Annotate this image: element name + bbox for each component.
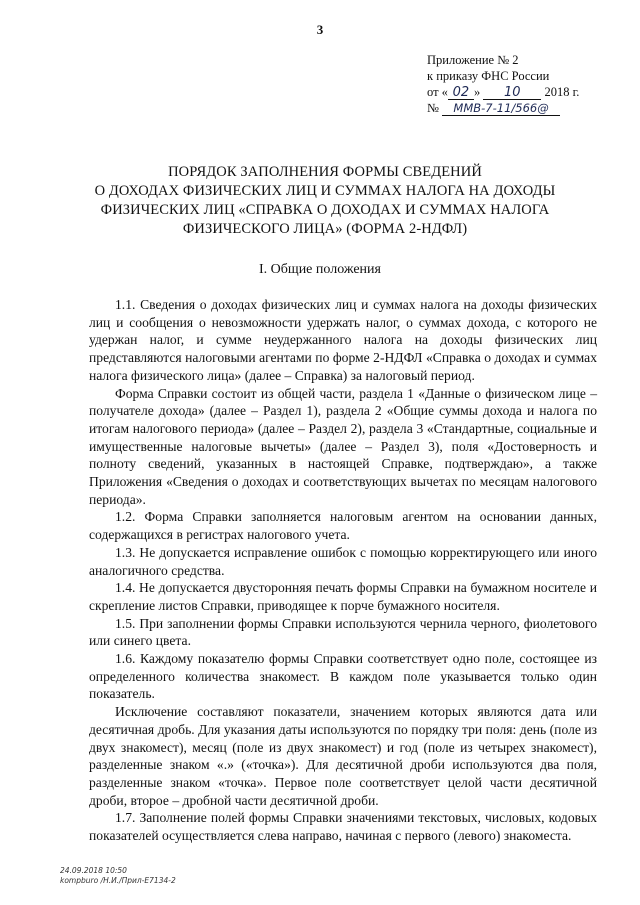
title-line: О ДОХОДАХ ФИЗИЧЕСКИХ ЛИЦ И СУММАХ НАЛОГА НА ДОХОДЫ — [94, 183, 556, 199]
title-line: ПОРЯДОК ЗАПОЛНЕНИЯ ФОРМЫ СВЕДЕНИЙ — [168, 164, 482, 180]
appendix-block — [427, 52, 627, 116]
paragraph: 1.3. Не допускается исправление ошибок с помощью корректирующего или иного аналогичного средства. — [89, 544, 597, 578]
page-number: 3 — [316, 22, 324, 37]
appendix-date-line — [427, 84, 627, 100]
handwritten-order-number: ММВ-7-11/566@ — [442, 102, 560, 116]
date-year: 2018 г. — [544, 85, 580, 99]
print-footer — [60, 866, 176, 886]
paragraph: Исключение составляют показатели, значением которых являются дата или десятичная дробь. Для указания даты используются по порядку три поля: день (поле из двух знакомест), месяц (поле из двух знакомест) и год (поле из четырех знакомест), разделенные знаком «.» («точка»). Для десятичной дроби используются два поля, разделенные знаком «точка». Первое поле соответствует целой части десятичной дроби, второе – дробной части десятичной дроби. — [89, 704, 597, 808]
title-line: ФИЗИЧЕСКОГО ЛИЦА» (ФОРМА 2-НДФЛ) — [182, 221, 468, 237]
document-title — [60, 163, 590, 239]
footer-file-ref: kompburo /Н.И./Прил-Е7134-2 — [60, 876, 176, 885]
paragraph: 1.6. Каждому показателю формы Справки соответствует одно поле, состоящее из определенного количества знакомест. В каждом поле указывается только один показатель. — [89, 651, 597, 702]
paragraph: 1.4. Не допускается двусторонняя печать формы Справки на бумажном носителе и скрепление листов Справки, приводящее к порче бумажного носителя. — [89, 580, 597, 613]
date-prefix: от « — [427, 85, 448, 99]
paragraph: 1.5. При заполнении формы Справки используются чернила черного, фиолетового или синего цвета. — [89, 615, 597, 649]
appendix-order-ref: к приказу ФНС России — [427, 69, 550, 83]
paragraph: 1.7. Заполнение полей формы Справки значениями текстовых, числовых, кодовых показателей осуществляется слева направо, начиная с первого (левого) знакоместа. — [89, 810, 597, 844]
appendix-title: Приложение № 2 — [427, 53, 519, 67]
handwritten-day: 02 — [448, 86, 474, 100]
document-body — [89, 296, 597, 845]
footer-timestamp: 24.09.2018 10:50 — [60, 866, 127, 875]
appendix-number-line — [427, 100, 627, 116]
paragraph: 1.2. Форма Справки заполняется налоговым агентом на основании данных, содержащихся в регистрах налогового учета. — [89, 509, 597, 543]
date-mid: » — [473, 85, 481, 99]
number-prefix: № — [427, 101, 439, 115]
title-line: ФИЗИЧЕСКИХ ЛИЦ «СПРАВКА О ДОХОДАХ И СУММАХ НАЛОГА — [100, 202, 550, 218]
paragraph: 1.1. Сведения о доходах физических лиц и суммах налога на доходы физических лиц и сообщения о невозможности удержать налог, о суммах дохода, с которого не удержан налог, и сумме неудержанного налога на доходы физических лиц представляются налоговыми агентами по форме 2-НДФЛ «Справка о доходах и суммах налога физического лица» (далее – Справка) за налоговый период. — [89, 297, 597, 383]
section-heading: I. Общие положения — [259, 262, 381, 277]
paragraph: Форма Справки состоит из общей части, раздела 1 «Данные о физическом лице – получателе дохода» (далее – Раздел 1), раздела 2 «Общие суммы дохода и налога по итогам налогового периода» (далее – Раздел 2), раздела 3 «Стандартные, социальные и имущественные налоговые вычеты» (далее – Раздел 3), поля «Достоверность и полноту сведений, указанных в настоящей Справке, подтверждаю», а также Приложения «Сведения о доходах и соответствующих вычетах по месяцам налогового периода». — [89, 385, 597, 507]
handwritten-month: 10 — [483, 86, 541, 100]
